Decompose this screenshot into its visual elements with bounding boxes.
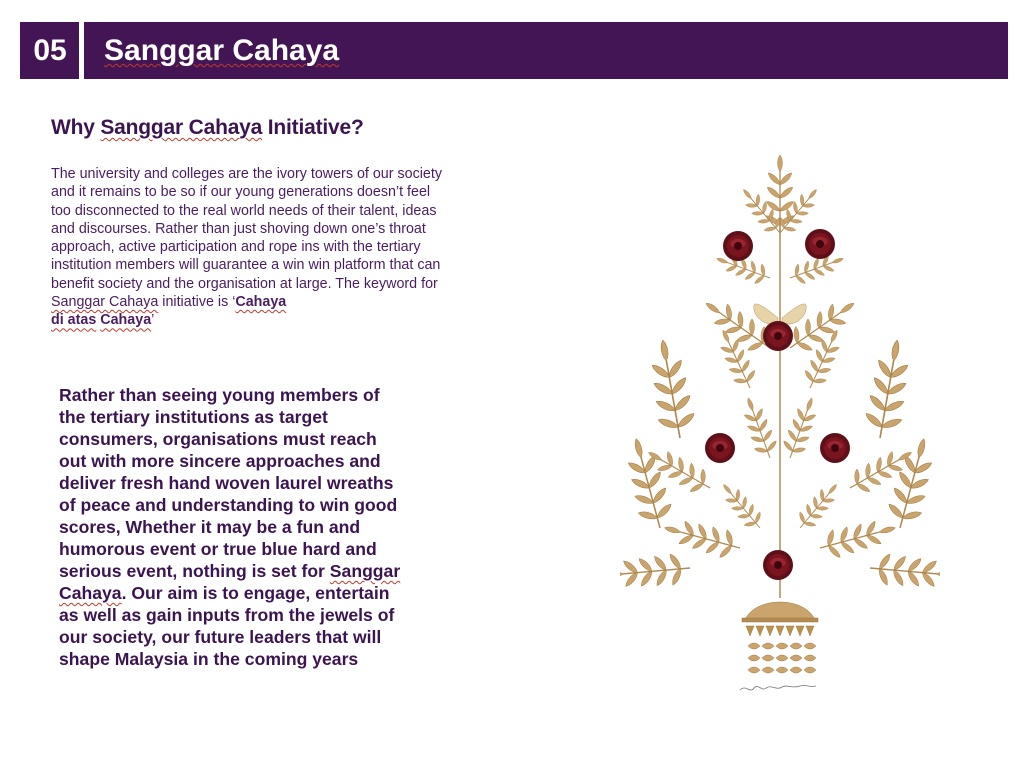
page-title-text: Sanggar Cahaya (104, 34, 340, 67)
body-brand: Sanggar Cahaya (59, 561, 401, 603)
intro-brand: Sanggar Cahaya (51, 294, 159, 311)
intro-keyword-1: Cahaya (235, 294, 287, 311)
section-heading (51, 116, 364, 140)
heading-prefix: Why (51, 116, 101, 139)
intro-paragraph (51, 165, 451, 330)
body-text-after: . Our aim is to engage, entertain as well as gain inputs from the jewels of our society, our future leaders that will shape Malaysia in the coming years (59, 583, 395, 669)
body-paragraph (59, 384, 404, 670)
heading-suffix: Initiative? (262, 116, 364, 139)
intro-keyword-2: di atas (51, 312, 97, 329)
intro-text-end: ’ (151, 312, 155, 329)
artist-signature (740, 685, 816, 690)
page-title (104, 22, 339, 79)
header-divider (79, 22, 84, 79)
intro-text-middle: initiative is ‘ (158, 294, 236, 311)
body-text-before: Rather than seeing young members of the tertiary institutions as target consumers, organisations must reach out with more sincere approaches and deliver fresh hand woven laurel wreaths of peace and understanding to win good scores, Whether it may be a fun and humorous event or true blue hard and serious event, nothing is set for (59, 385, 398, 581)
intro-text-before: The university and colleges are the ivory towers of our society and it remains to be so if our young generations doesn’t feel too disconnected to the real world needs of their talent, ideas and discourses. Rather than just shoving down one’s throat approach, active participation and rope ins with the tertiary institution members will guarantee a win win platform that can benefit society and the organisation at large. The keyword for (51, 166, 442, 292)
floral-tree-illustration (620, 128, 940, 703)
section-number: 05 (33, 34, 67, 67)
intro-keyword-3: Cahaya (100, 312, 152, 329)
heading-brand: Sanggar Cahaya (100, 116, 263, 139)
